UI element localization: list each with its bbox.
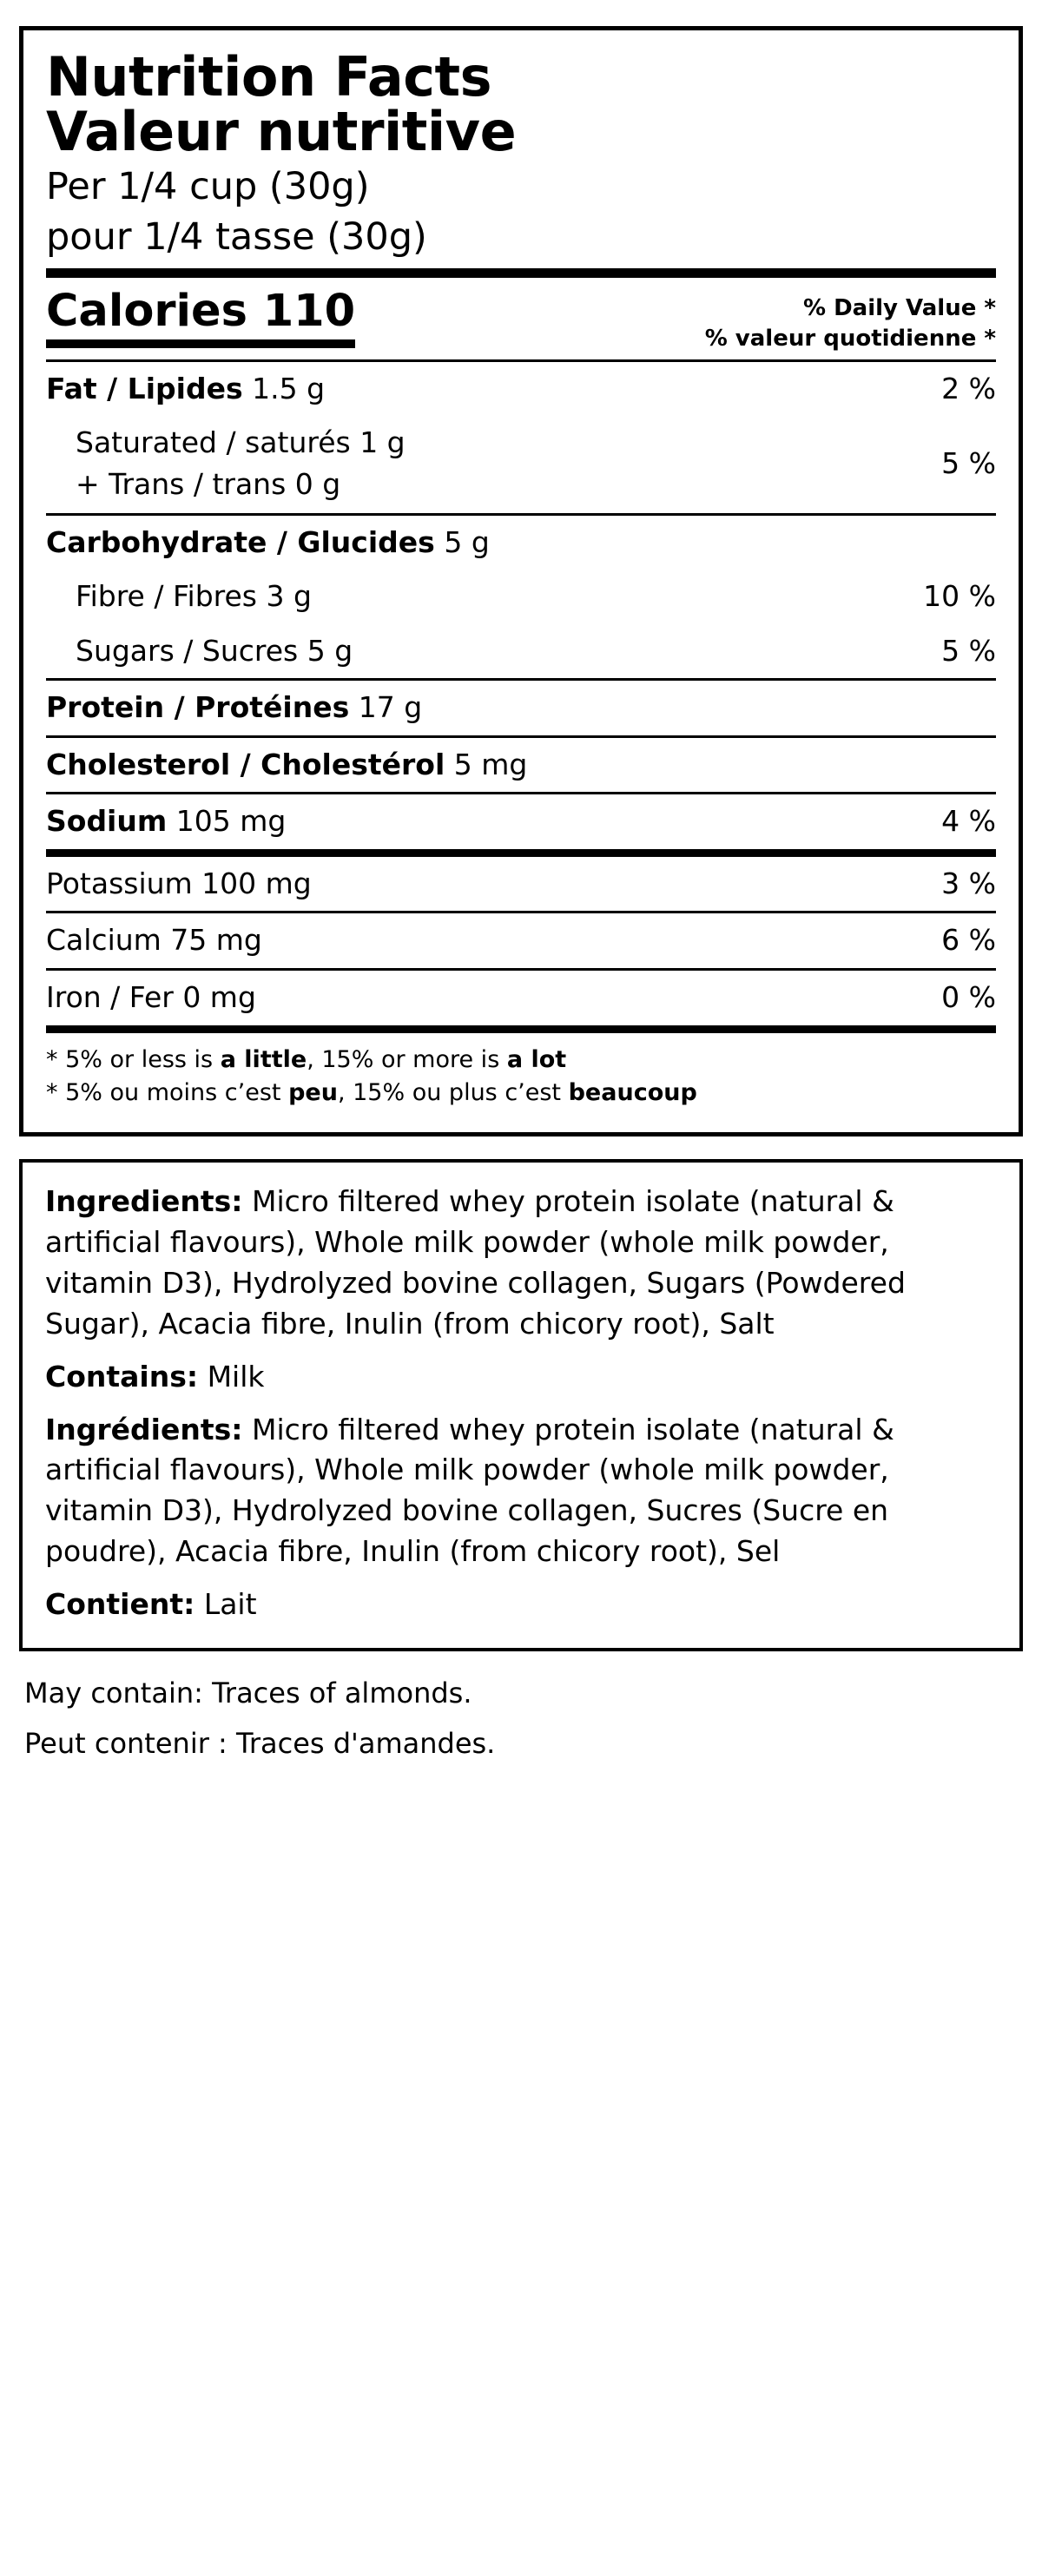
trans-label: + Trans / trans 0 g	[76, 466, 341, 501]
potassium-dv: 3 %	[941, 866, 996, 900]
cholesterol-label-wrap	[46, 746, 541, 785]
ingredients-panel	[19, 1159, 1023, 1651]
cholesterol-row	[46, 738, 996, 793]
divider-below-sodium	[46, 849, 996, 857]
cholesterol-label: Cholesterol / Cholestérol	[46, 747, 445, 781]
calories-value: Calories 110	[46, 287, 355, 348]
cholesterol-value: 5 mg	[453, 747, 528, 781]
may-contain-en: May contain: Traces of almonds.	[24, 1676, 472, 1710]
fat-dv: 2 %	[941, 372, 996, 406]
divider-below-serving	[46, 268, 996, 278]
iron-label: Iron / Fer 0 mg	[46, 980, 256, 1015]
carbohydrate-value: 5 g	[444, 524, 490, 559]
footnote-fr	[46, 1077, 996, 1110]
sodium-label-wrap	[46, 802, 300, 841]
potassium-label: Potassium 100 mg	[46, 866, 312, 900]
calcium-row	[46, 913, 996, 968]
ingredients-fr-heading: Ingrédients:	[45, 1412, 243, 1446]
fibre-dv: 10 %	[923, 579, 996, 614]
calcium-label: Calcium 75 mg	[46, 923, 262, 958]
footnote-block	[46, 1033, 996, 1110]
divider-above-footnote	[46, 1025, 996, 1033]
iron-dv: 0 %	[941, 980, 996, 1015]
protein-label-wrap	[46, 688, 436, 728]
nutrition-title-en: Nutrition Facts	[46, 45, 492, 109]
footnote-en-lot: a lot	[506, 1045, 567, 1073]
carbohydrate-row	[46, 516, 996, 570]
sugars-dv: 5 %	[941, 633, 996, 668]
fat-row	[46, 362, 996, 417]
footnote-fr-little: peu	[288, 1078, 338, 1106]
saturated-trans-dv: 5 %	[941, 446, 996, 481]
contient-fr	[45, 1584, 997, 1625]
protein-row	[46, 681, 996, 735]
sugars-row	[46, 624, 996, 679]
footnote-fr-pre: * 5% ou moins c’est	[46, 1078, 289, 1106]
protein-label: Protein / Protéines	[46, 690, 350, 725]
daily-value-header	[705, 287, 996, 354]
allergen-notes	[19, 1667, 1023, 1794]
footnote-en-mid: , 15% or more is	[307, 1045, 507, 1073]
sodium-row	[46, 794, 996, 849]
potassium-row	[46, 857, 996, 912]
contient-text: Lait	[195, 1586, 257, 1621]
fat-value: 1.5 g	[252, 372, 326, 406]
fat-label-wrap	[46, 370, 339, 409]
fat-label: Fat / Lipides	[46, 372, 243, 406]
daily-value-header-fr: % valeur quotidienne *	[704, 326, 996, 352]
contains-text: Milk	[198, 1359, 265, 1393]
footnote-en-pre: * 5% or less is	[46, 1045, 221, 1073]
sugars-label: Sugars / Sucres 5 g	[76, 633, 353, 668]
calories-row	[46, 278, 996, 354]
serving-size-en: Per 1/4 cup (30g)	[46, 165, 370, 209]
iron-row	[46, 971, 996, 1025]
nutrition-title-fr: Valeur nutritive	[46, 100, 517, 164]
saturated-trans-labels	[46, 422, 406, 505]
saturated-trans-row	[46, 417, 996, 513]
footnote-en-little: a little	[220, 1045, 307, 1073]
contient-heading: Contient:	[45, 1586, 195, 1621]
nutrition-facts-panel	[19, 26, 1023, 1136]
daily-value-header-en: % Daily Value *	[802, 295, 996, 322]
sodium-dv: 4 %	[941, 804, 996, 839]
contains-heading: Contains:	[45, 1359, 199, 1393]
may-contain-fr: Peut contenir : Traces d'amandes.	[24, 1726, 496, 1760]
saturated-label: Saturated / saturés 1 g	[76, 425, 406, 459]
ingredients-en-text: Micro filtered whey protein isolate (natural & artificial flavours), Whole milk powder (whole milk powder, vitamin D3), Hydrolyzed bovine collagen, Sugars (Powdered Sugar), Acacia fibre, Inulin (from chicory root), Salt	[45, 1184, 906, 1341]
footnote-en	[46, 1044, 996, 1077]
serving-size-fr: pour 1/4 tasse (30g)	[46, 215, 427, 260]
sodium-label: Sodium	[46, 804, 168, 839]
fibre-label: Fibre / Fibres 3 g	[76, 579, 312, 614]
ingredients-en-heading: Ingredients:	[45, 1184, 243, 1219]
carbohydrate-label-wrap	[46, 524, 504, 563]
ingredients-fr-text: Micro filtered whey protein isolate (natural & artificial flavours), Whole milk powder (whole milk powder, vitamin D3), Hydrolyzed bovine collagen, Sucres (Sucre en poudre), Acacia fibre, Inulin (from chicory root), Sel	[45, 1412, 894, 1569]
ingredients-en	[45, 1182, 997, 1344]
footnote-fr-mid: , 15% ou plus c’est	[337, 1078, 569, 1106]
sodium-value: 105 mg	[175, 804, 287, 839]
carbohydrate-label: Carbohydrate / Glucides	[46, 524, 435, 559]
ingredients-fr	[45, 1410, 997, 1572]
protein-value: 17 g	[358, 690, 423, 725]
fibre-row	[46, 570, 996, 624]
calcium-dv: 6 %	[941, 923, 996, 958]
footnote-fr-lot: beaucoup	[568, 1078, 697, 1106]
contains-en	[45, 1357, 997, 1398]
